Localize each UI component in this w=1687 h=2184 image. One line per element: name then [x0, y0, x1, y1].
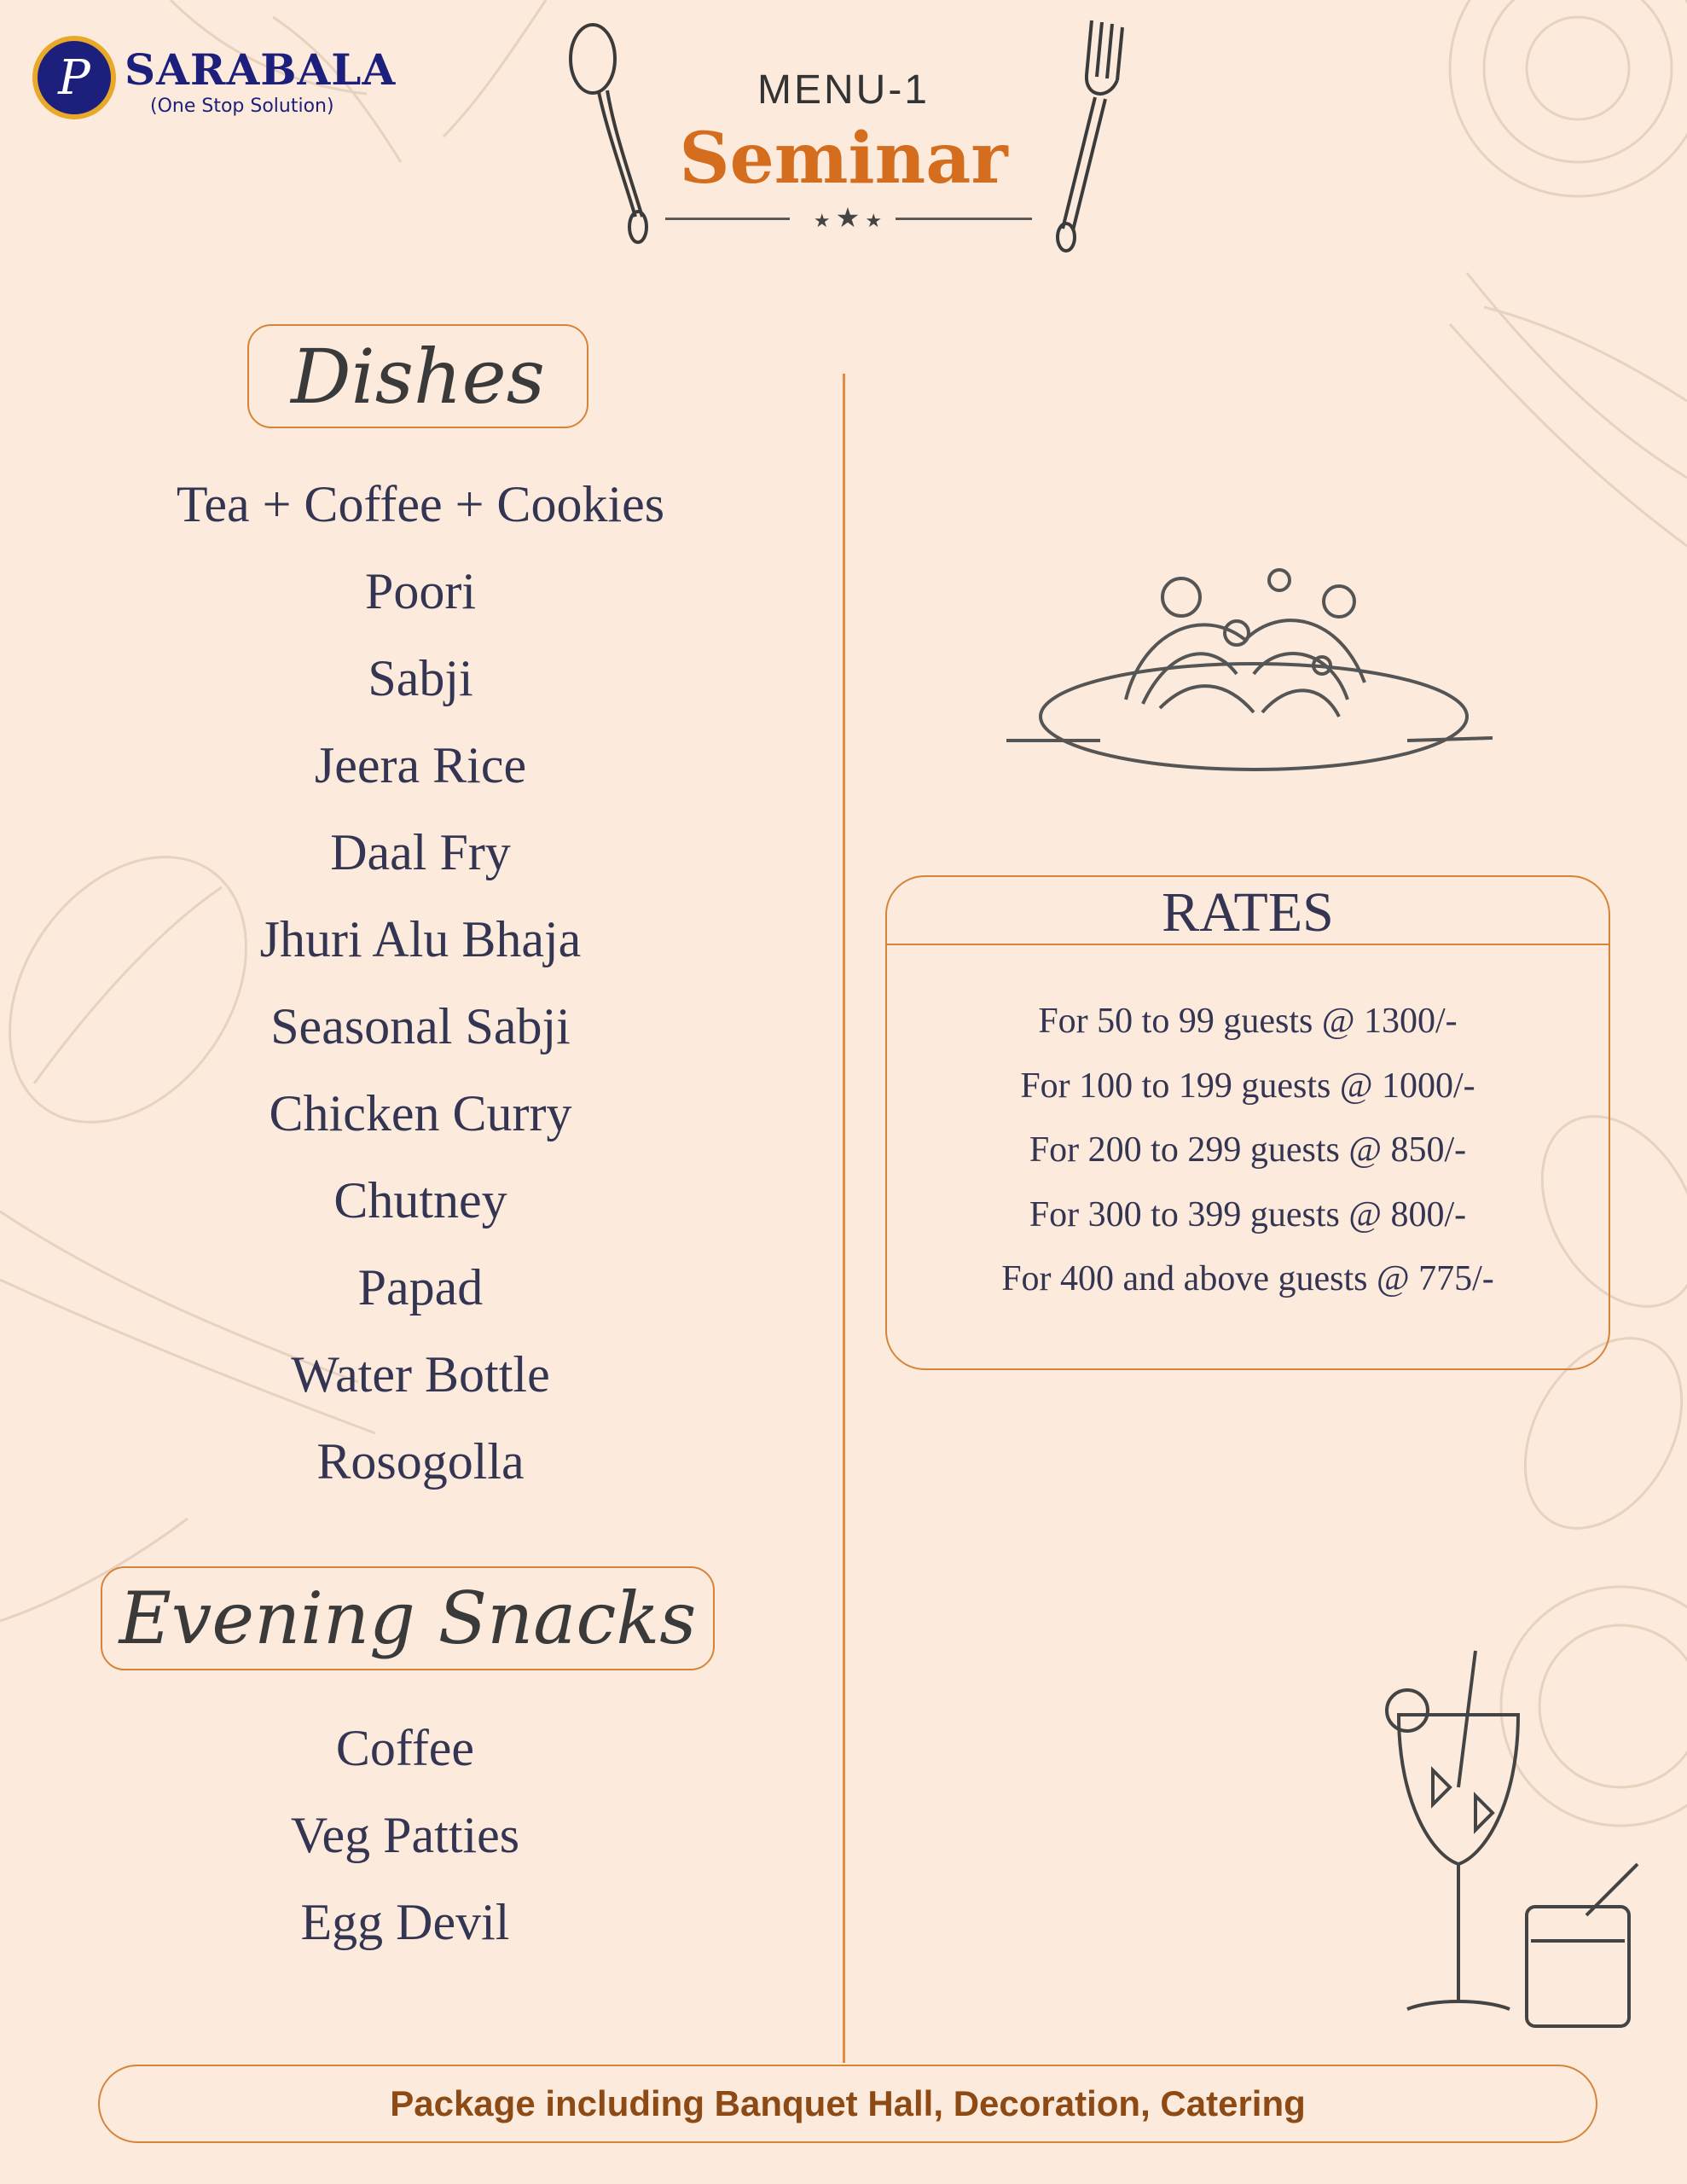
pasta-plate-icon	[998, 555, 1501, 785]
list-item: Egg Devil	[300, 1894, 510, 1950]
list-item: Chutney	[333, 1172, 507, 1228]
list-item: Seasonal Sabji	[270, 998, 571, 1054]
list-item: Papad	[357, 1259, 484, 1316]
rate-item: For 50 to 99 guests @ 1300/-	[1038, 1002, 1458, 1041]
title-rule-left	[665, 218, 790, 220]
dishes-list	[85, 461, 756, 1505]
snacks-heading: Evening Snacks	[101, 1566, 715, 1670]
logo-badge: P	[32, 36, 116, 119]
list-item: Jeera Rice	[314, 737, 527, 793]
list-item: Jhuri Alu Bhaja	[259, 911, 582, 967]
list-item: Rosogolla	[316, 1433, 525, 1490]
brand-tagline: (One Stop Solution)	[150, 96, 334, 117]
rates-title-rule	[887, 944, 1609, 945]
list-item: Daal Fry	[330, 824, 511, 880]
rates-title: RATES	[1162, 881, 1334, 944]
list-item: Veg Patties	[290, 1807, 520, 1863]
list-item: Chicken Curry	[269, 1085, 572, 1141]
snacks-list	[68, 1705, 742, 1966]
rate-item: For 400 and above guests @ 775/-	[1001, 1259, 1494, 1298]
rate-item: For 300 to 399 guests @ 800/-	[1029, 1194, 1467, 1234]
rates-list	[887, 990, 1609, 1312]
page-title: Seminar	[679, 118, 1008, 200]
rate-item: For 200 to 299 guests @ 850/-	[1029, 1130, 1467, 1170]
list-item: Water Bottle	[291, 1346, 550, 1403]
drinks-glass-icon	[1382, 1642, 1655, 2035]
list-item: Poori	[364, 563, 477, 619]
rates-panel	[885, 875, 1610, 1370]
column-divider	[843, 374, 845, 2063]
title-rule-right	[896, 218, 1032, 220]
list-item: Sabji	[368, 650, 473, 706]
star-ornament-icon: ★ ★ ★	[813, 201, 883, 234]
package-footer: Package including Banquet Hall, Decoration, Catering	[98, 2065, 1597, 2143]
rate-item: For 100 to 199 guests @ 1000/-	[1020, 1066, 1475, 1106]
brand-name: SARABALA	[125, 44, 397, 95]
list-item: Coffee	[335, 1720, 475, 1776]
menu-label: MENU-1	[757, 67, 930, 113]
list-item: Tea + Coffee + Cookies	[176, 476, 665, 532]
dishes-heading: Dishes	[247, 324, 588, 428]
